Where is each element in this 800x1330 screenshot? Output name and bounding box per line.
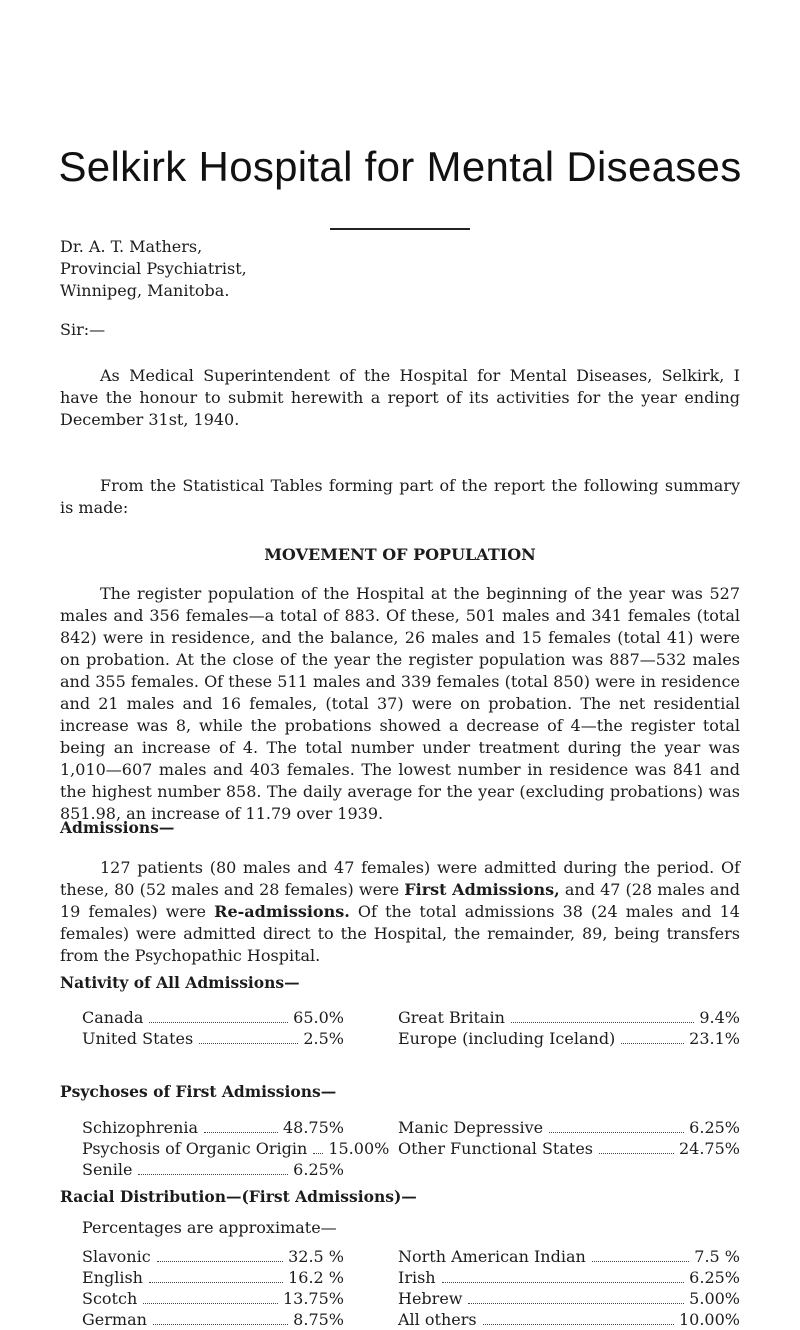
list-item [398,1117,740,1138]
admissions-text: Of the total admissions 38 (24 males and 14 females) were admitted direct to the Hospital, the remainder, 89, being transfers from the Psychopathic Hospital. [60,902,740,965]
item-label: Irish [398,1268,436,1287]
item-value: 32.5 % [288,1247,344,1266]
address-block [60,236,247,302]
admissions-text: and 47 (28 males and 19 females) were [60,880,740,921]
admissions-text: 127 patients (80 males and 47 females) were admitted during the period. Of these, 80 (52 males and 28 females) were [60,858,740,899]
item-value: 5.00% [689,1289,740,1308]
list-item [398,1007,740,1028]
list-item [398,1138,740,1159]
item-value: 13.75% [282,1289,344,1308]
nativity-heading: Nativity of All Admissions— [60,973,300,992]
list-item [398,1246,740,1267]
leader-dots [149,1022,288,1023]
list-item [82,1138,390,1159]
list-item [82,1267,344,1288]
leader-dots [468,1303,684,1304]
leader-dots [442,1282,685,1283]
leader-dots [149,1282,283,1283]
item-label: Scotch [82,1289,138,1308]
item-label: Manic Depressive [398,1118,544,1137]
leader-dots [483,1324,674,1325]
item-label: Senile [82,1160,133,1179]
salutation: Sir:— [60,320,106,339]
list-item [398,1288,740,1309]
item-label: United States [82,1029,194,1048]
page-title: Selkirk Hospital for Mental Diseases [58,143,742,190]
item-label: North American Indian [398,1247,586,1266]
list-item [82,1288,344,1309]
leader-dots [621,1043,684,1044]
list-item [82,1309,344,1330]
psychoses-right-list [398,1117,740,1159]
leader-dots [138,1174,288,1175]
item-label: Slavonic [82,1247,151,1266]
item-value: 16.2 % [288,1268,344,1287]
item-value: 10.00% [678,1310,740,1329]
item-value: 65.0% [293,1008,344,1027]
item-value: 6.25% [293,1160,344,1179]
list-item [398,1309,740,1330]
leader-dots [549,1132,684,1133]
title-divider [330,228,470,230]
first-admissions-label: First Admissions, [404,880,560,899]
movement-paragraph: The register population of the Hospital at the beginning of the year was 527 males and 356 females—a total of 883. Of these, 501 males and 341 females (total 842) were in residence, and the balance, 26 males and 15 females (total 41) were on probation. At the close of the year the register population was 887—532 males and 355 females. Of these 511 males and 339 females (total 850) were in residence and 21 males and 16 females, (total 37) were on probation. The net residential increase was 8, while the probations showed a decrease of 4—the register total being an increase of 4. The total number under treatment during the year was 1,010—607 males and 403 females. The lowest number in residence was 841 and the highest number 858. The daily average for the year (excluding probations) was 851.98, an increase of 11.79 over 1939. [60,584,740,823]
item-label: English [82,1268,143,1287]
item-label: Schizophrenia [82,1118,199,1137]
item-value: 2.5% [303,1029,344,1048]
item-value: 6.25% [689,1268,740,1287]
racial-subheading: Percentages are approximate— [82,1218,337,1237]
leader-dots [592,1261,689,1262]
leader-dots [157,1261,283,1262]
item-label: Great Britain [398,1008,505,1027]
racial-left-list [82,1246,344,1329]
item-label: All others [398,1310,477,1329]
psychoses-heading: Psychoses of First Admissions— [60,1082,337,1101]
item-label: Psychosis of Organic Origin [82,1139,308,1158]
list-item [398,1267,740,1288]
list-item [82,1159,344,1180]
admissions-heading: Admissions— [60,818,175,837]
list-item [82,1007,344,1028]
psychoses-left-list [82,1117,390,1180]
item-label: Other Functional States [398,1139,593,1158]
item-value: 24.75% [678,1139,740,1158]
readmissions-label: Re-admissions. [214,902,350,921]
item-value: 7.5 % [694,1247,740,1266]
nativity-right-list [398,1007,740,1049]
intro-paragraph: As Medical Superintendent of the Hospital for Mental Diseases, Selkirk, I have the honour to submit herewith a report of its activities for the year ending December 31st, 1940. [60,366,740,429]
address-line: Provincial Psychiatrist, [60,259,247,278]
item-value: 9.4% [699,1008,740,1027]
leader-dots [313,1153,323,1154]
list-item [82,1117,344,1138]
leader-dots [143,1303,278,1304]
item-value: 8.75% [293,1310,344,1329]
leader-dots [599,1153,674,1154]
address-line: Dr. A. T. Mathers, [60,237,203,256]
list-item [398,1028,740,1049]
racial-heading: Racial Distribution—(First Admissions)— [60,1187,417,1206]
nativity-left-list [82,1007,344,1049]
item-label: German [82,1310,147,1329]
address-line: Winnipeg, Manitoba. [60,281,230,300]
summary-intro-paragraph: From the Statistical Tables forming part of the report the following summary is made: [60,476,740,517]
item-value: 6.25% [689,1118,740,1137]
movement-heading: MOVEMENT OF POPULATION [264,545,536,564]
leader-dots [511,1022,694,1023]
list-item [82,1246,344,1267]
leader-dots [153,1324,288,1325]
item-label: Hebrew [398,1289,463,1308]
item-value: 48.75% [282,1118,344,1137]
list-item [82,1028,344,1049]
leader-dots [204,1132,278,1133]
racial-right-list [398,1246,740,1329]
item-label: Canada [82,1008,144,1027]
leader-dots [199,1043,298,1044]
item-value: 15.00% [328,1139,390,1158]
item-label: Europe (including Iceland) [398,1029,616,1048]
admissions-paragraph [60,857,740,967]
item-value: 23.1% [689,1029,740,1048]
